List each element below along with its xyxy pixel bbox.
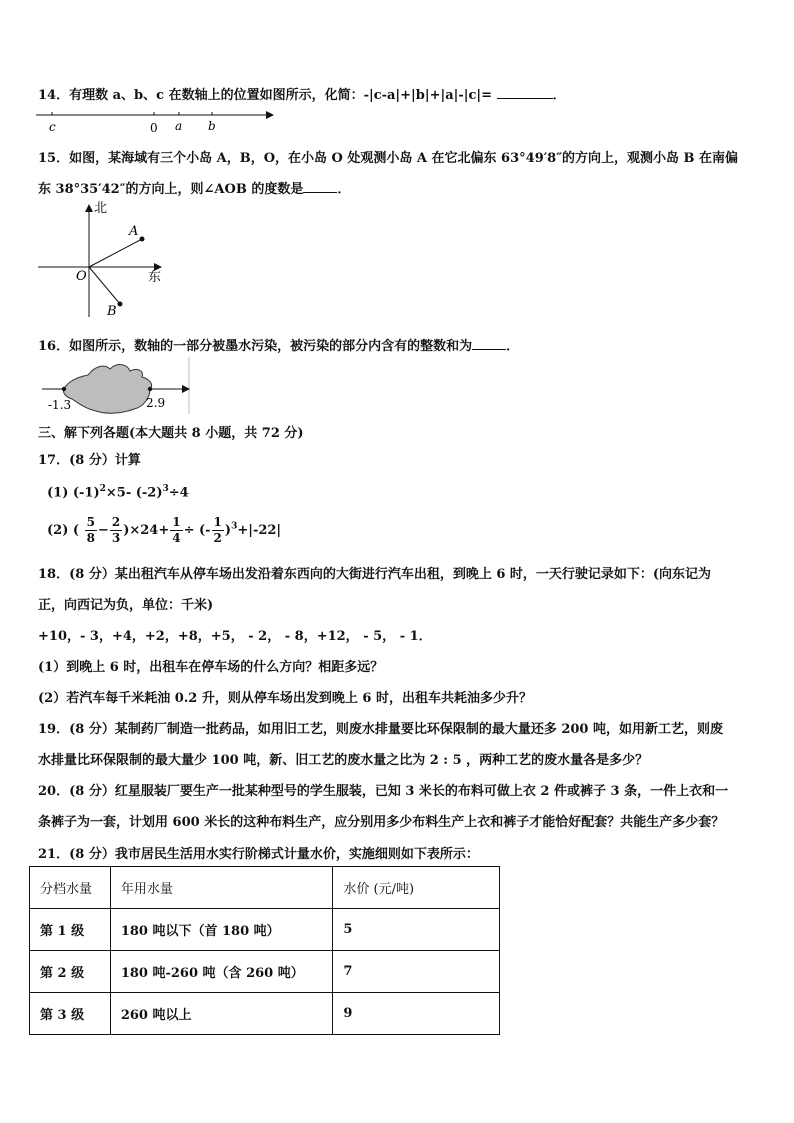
question-19-line2: 水排量比环保限制的最大量少 100 吨，新、旧工艺的废水量之比为 2 : 5 ，两种工艺的废水量各是多少？ [38, 753, 649, 768]
left-value-label: -1.3 [48, 398, 72, 412]
question-14-text: 14．有理数 a、b、c 在数轴上的位置如图所示，化简：-|c-a|+|b|+|a|-|c|= [38, 88, 493, 103]
denominator: 8 [86, 531, 95, 545]
number-line-figure [36, 108, 276, 138]
question-18-sub1: (1）到晚上 6 时，出租车在停车场的什么方向？相距多远？ [38, 660, 384, 675]
question-18-line1: 18．(8 分）某出租汽车从停车场出发沿着东西向的大街进行汽车出租，到晚上 6 时，一天行驶记录如下：(向东记为 [38, 567, 712, 582]
ray-ob [89, 267, 120, 304]
table-cell: 第 2 级 [30, 951, 111, 993]
expr-part: ) [224, 523, 232, 538]
question-16-end: ． [506, 339, 520, 354]
question-18-line2: 正，向西记为负，单位：千米) [38, 598, 214, 613]
water-price-table [29, 866, 500, 1035]
compass-figure [36, 200, 176, 320]
label-b: B [107, 304, 117, 319]
exponent: 3 [231, 521, 238, 532]
ink-number-line-figure [38, 357, 198, 417]
question-18-sub2: (2）若汽车每千米耗油 0.2 升，则从停车场出发到晚上 6 时，出租车共耗油多少升？ [38, 691, 532, 706]
north-label: 北 [94, 201, 108, 216]
fraction [85, 515, 97, 546]
question-14 [38, 84, 566, 103]
label-a: A [129, 224, 139, 239]
answer-blank[interactable] [303, 180, 337, 193]
numerator: 2 [111, 515, 121, 529]
point-right [148, 387, 152, 391]
expr-part: ÷4 [168, 485, 189, 501]
fraction [170, 515, 182, 546]
denominator: 4 [172, 531, 181, 545]
ray-oa [89, 239, 142, 267]
question-15-line2 [38, 178, 350, 197]
minus-sign: − [97, 523, 109, 538]
question-17-part-1 [47, 484, 189, 500]
table-header-cell: 水价 (元/吨) [333, 867, 500, 909]
table-cell: 180 吨以下（首 180 吨） [110, 909, 333, 951]
right-value-label: 2.9 [146, 396, 166, 410]
table-cell: 7 [333, 951, 500, 993]
question-17-title: 17．(8 分）计算 [38, 453, 141, 468]
question-18-records: +10，- 3，+4，+2，+8，+5， - 2， - 8，+12， - 5， - 1． [38, 629, 432, 644]
table-cell: 5 [333, 909, 500, 951]
question-15-line2-text: 东 38°35′42″的方向上，则∠AOB 的度数是 [38, 182, 304, 197]
north-arrow-icon [85, 204, 93, 212]
label-c: c [49, 120, 56, 134]
exponent: 2 [99, 484, 106, 494]
expr-part: ×5- (-2) [105, 485, 163, 501]
expr-part: )×24+ [123, 523, 170, 538]
question-20-line2: 条裤子为一套，计划用 600 米长的这种布料生产，应分别用多少布料生产上衣和裤子才能恰好配套？共能生产多少套？ [38, 815, 725, 830]
east-label: 东 [148, 270, 162, 285]
question-16 [38, 335, 519, 354]
table-cell: 260 吨以上 [110, 993, 333, 1035]
table-header-cell: 分档水量 [30, 867, 111, 909]
numerator: 1 [213, 515, 222, 529]
label-o: O [76, 269, 87, 284]
expr-part: +|-22| [237, 523, 282, 538]
answer-blank[interactable] [472, 337, 506, 350]
table-cell: 第 1 级 [30, 909, 111, 951]
table-cell: 180 吨-260 吨（含 260 吨） [110, 951, 333, 993]
table-header-cell: 年用水量 [110, 867, 333, 909]
question-21-line1: 21．(8 分）我市居民生活用水实行阶梯式计量水价，实施细则如下表所示： [38, 847, 479, 862]
question-19-line1: 19．(8 分）某制药厂制造一批药品，如用旧工艺，则废水排量要比环保限制的最大量还多 200 吨，如用新工艺，则废 [38, 722, 724, 737]
label-b: b [208, 119, 216, 133]
expr-part: ÷ (- [183, 523, 211, 538]
label-a: a [175, 119, 183, 133]
label-zero: 0 [150, 121, 158, 135]
table-cell: 第 3 级 [30, 993, 111, 1035]
question-15-end: ． [337, 182, 351, 197]
expr-part: (2) ( [47, 523, 80, 538]
table-row [30, 951, 500, 993]
denominator: 3 [111, 531, 121, 545]
denominator: 2 [213, 531, 222, 545]
point-b [118, 302, 123, 307]
fraction [110, 515, 122, 546]
fraction [212, 515, 224, 546]
numerator: 5 [86, 515, 95, 529]
point-a [140, 237, 145, 242]
section-3-heading: 三、解下列各题(本大题共 8 小题，共 72 分) [38, 426, 304, 441]
table-row [30, 909, 500, 951]
exponent: 3 [162, 484, 169, 494]
question-14-end: ． [552, 88, 566, 103]
point-left [62, 387, 66, 391]
table-row [30, 993, 500, 1035]
table-cell: 9 [333, 993, 500, 1035]
arrow-head [266, 111, 274, 119]
question-17-part-2 [47, 515, 281, 546]
answer-blank[interactable] [497, 86, 553, 99]
numerator: 1 [172, 515, 181, 529]
question-16-text: 16．如图所示，数轴的一部分被墨水污染，被污染的部分内含有的整数和为 [38, 339, 473, 354]
question-15-line1: 15．如图，某海域有三个小岛 A，B，O，在小岛 O 处观测小岛 A 在它北偏东 63°49′8″的方向上，观测小岛 B 在南偏 [38, 151, 739, 166]
expr-part: (1) (-1) [47, 485, 100, 501]
table-header-row [30, 867, 500, 909]
question-20-line1: 20．(8 分）红星服装厂要生产一批某种型号的学生服装，已知 3 米长的布料可做上衣 2 件或裤子 3 条，一件上衣和一 [38, 784, 729, 799]
ink-blot [63, 365, 151, 414]
